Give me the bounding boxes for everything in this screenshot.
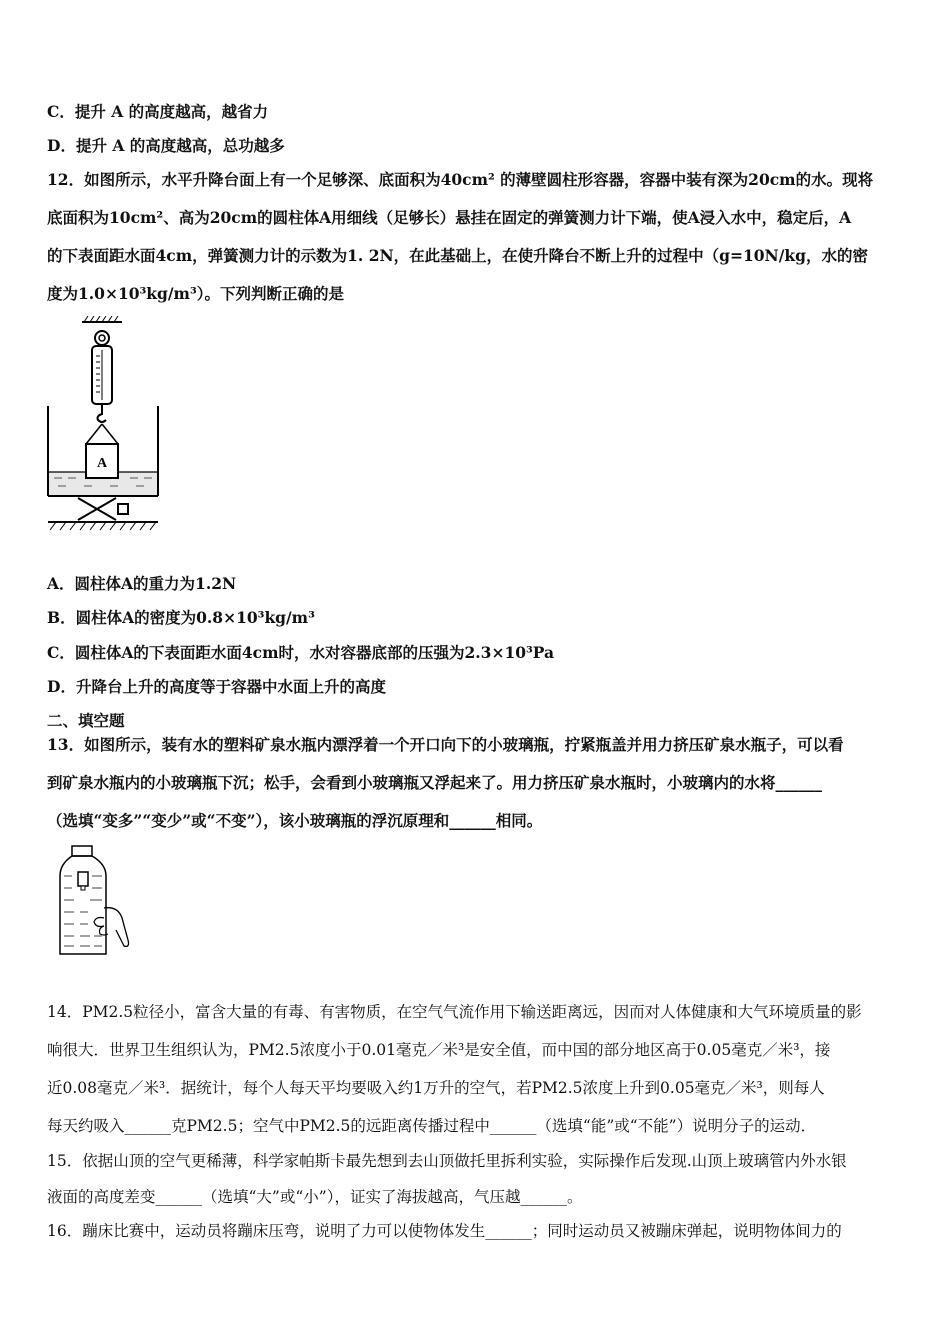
q12-stem-line2: 底面积为10cm²、高为20cm的圆柱体A用细线（足够长）悬挂在固定的弹簧测力计下端，使A浸入水中，稳定后，A bbox=[47, 208, 852, 227]
q13-stem-line2: 到矿泉水瓶内的小玻璃瓶下沉；松手，会看到小玻璃瓶又浮起来了。用力挤压矿泉水瓶时，小玻璃内的水将______ bbox=[47, 773, 823, 792]
q12-option-a: A．圆柱体A的重力为1.2N bbox=[47, 574, 237, 593]
spring-scale-figure bbox=[40, 316, 170, 538]
q12-stem-line1: 12．如图所示，水平升降台面上有一个足够深、底面积为40cm² 的薄壁圆柱形容器，容器中装有深为20cm的水。现将 bbox=[47, 170, 874, 189]
q12-stem-line3: 的下表面距水面4cm，弹簧测力计的示数为1. 2N，在此基础上，在使升降台不断上升的过程中（g=10N/kg，水的密 bbox=[47, 246, 868, 265]
water-bottle-figure bbox=[52, 842, 136, 960]
q14-stem-line3: 近0.08毫克／米³．据统计，每个人每天平均要吸入约1万升的空气，若PM2.5浓度上升到0.05毫克／米³，则每人 bbox=[47, 1079, 825, 1097]
q16-stem-line1: 16．蹦床比赛中，运动员将蹦床压弯，说明了力可以使物体发生______；同时运动员又被蹦床弹起，说明物体间力的 bbox=[47, 1222, 842, 1240]
q12-option-d: D．升降台上升的高度等于容器中水面上升的高度 bbox=[47, 677, 386, 696]
q14-stem-line4: 每天约吸入______克PM2.5；空气中PM2.5的远距离传播过程中______（选填“能”或“不能”）说明分子的运动． bbox=[47, 1117, 817, 1135]
q11-option-d: D．提升 A 的高度越高，总功越多 bbox=[47, 136, 285, 155]
q13-stem-line3: （选填“变多”“变少”或“不变”），该小玻璃瓶的浮沉原理和______相同。 bbox=[47, 811, 543, 830]
q12-stem-line4: 度为1.0×10³kg/m³）。下列判断正确的是 bbox=[47, 284, 344, 303]
section-heading-fill-in: 二、填空题 bbox=[47, 711, 125, 730]
q11-option-c: C．提升 A 的高度越高，越省力 bbox=[47, 102, 269, 121]
q15-stem-line1: 15．依据山顶的空气更稀薄，科学家帕斯卡最先想到去山顶做托里拆利实验，实际操作后发现.山顶上玻璃管内外水银 bbox=[47, 1152, 847, 1170]
q15-stem-line2: 液面的高度差变______（选填“大”或“小”），证实了海拔越高，气压越______。 bbox=[47, 1188, 583, 1206]
q14-stem-line1: 14．PM2.5粒径小，富含大量的有毒、有害物质，在空气气流作用下输送距离远，因而对人体健康和大气环境质量的影 bbox=[47, 1003, 862, 1021]
q13-stem-line1: 13．如图所示，装有水的塑料矿泉水瓶内漂浮着一个开口向下的小玻璃瓶，拧紧瓶盖并用力挤压矿泉水瓶子，可以看 bbox=[47, 735, 844, 754]
block-a-label: A bbox=[96, 456, 108, 471]
q12-option-b: B．圆柱体A的密度为0.8×10³kg/m³ bbox=[47, 608, 315, 627]
q12-option-c: C．圆柱体A的下表面距水面4cm时，水对容器底部的压强为2.3×10³Pa bbox=[47, 643, 555, 662]
q14-stem-line2: 响很大．世界卫生组织认为，PM2.5浓度小于0.01毫克／米³是安全值，而中国的部分地区高于0.05毫克／米³，接 bbox=[47, 1041, 831, 1059]
